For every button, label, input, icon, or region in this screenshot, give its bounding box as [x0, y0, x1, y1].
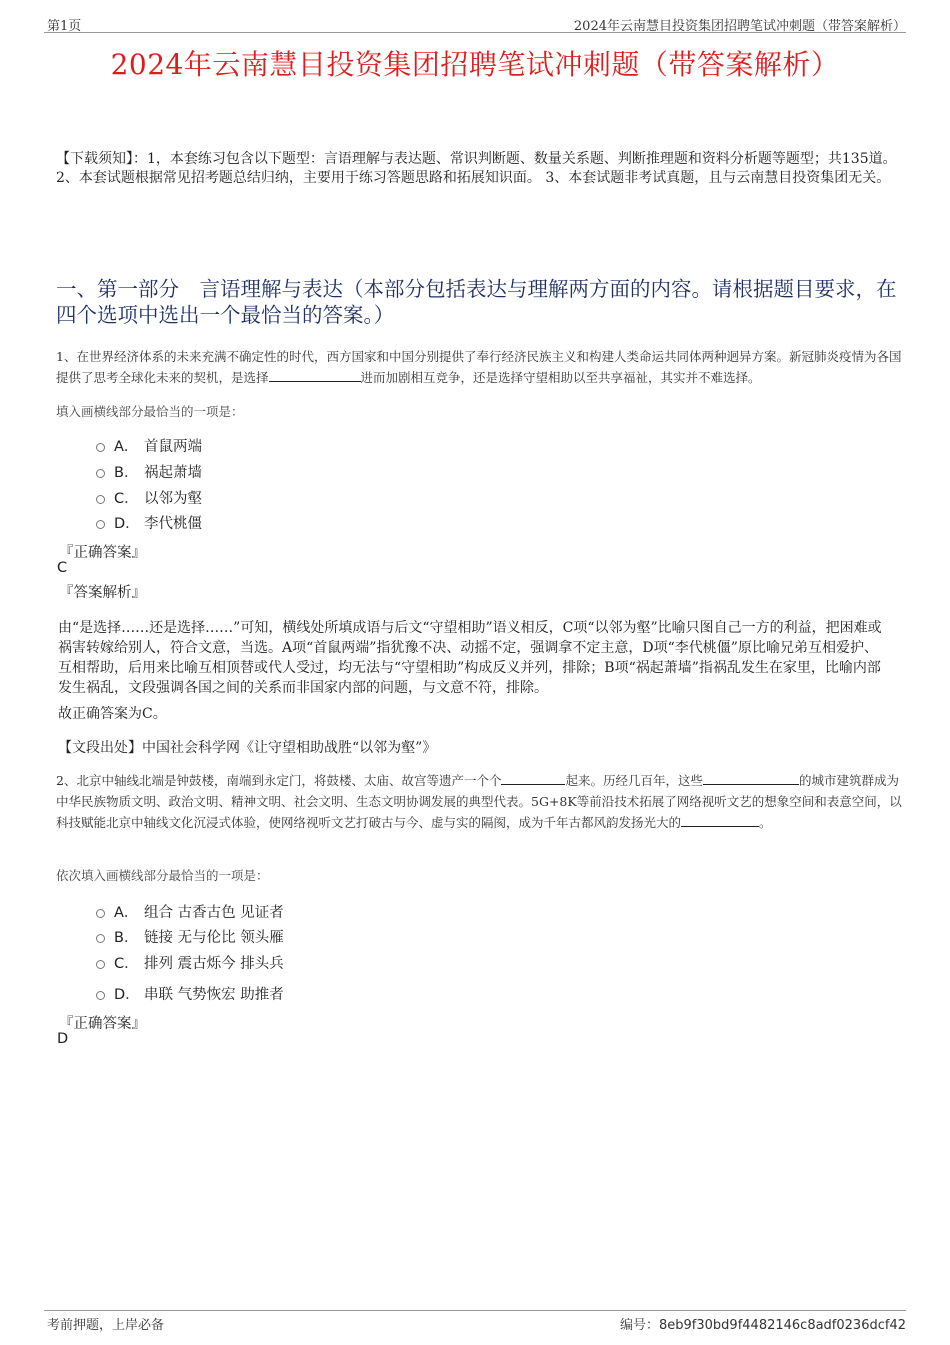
option-letter: A． — [114, 904, 139, 921]
question-2-stem-part-3: 的城市建筑群成为中华民族物质文明、政治文明、精神文明、社会文明、生态文明协调发展的典型代表。5G+8K等前沿技术拓展了网络视听文艺的想象空间和表意空间，以科技赋能北京中轴线文化沉浸式体验，使网络视听文艺打破古与今、虚与实的隔阂，成为千年古都风韵发扬光大的 — [56, 773, 902, 830]
document-code-label: 编号： — [620, 1318, 660, 1333]
radio-icon[interactable] — [96, 991, 105, 1000]
question-2-option-c[interactable] — [96, 952, 284, 972]
option-letter: C． — [114, 490, 139, 507]
option-letter: A． — [114, 438, 139, 455]
answer-blank — [703, 772, 799, 785]
page-number: 第1页 — [47, 19, 82, 34]
document-title: 2024年云南慧目投资集团招聘笔试冲刺题（带答案解析） — [110, 48, 840, 81]
question-1-option-b[interactable] — [96, 461, 202, 481]
radio-icon[interactable] — [96, 495, 105, 504]
option-text: 链接 无与伦比 领头雁 — [144, 929, 284, 946]
question-2-option-a[interactable] — [96, 901, 284, 921]
question-2-option-d[interactable] — [96, 983, 284, 1003]
option-text: 组合 古香古色 见证者 — [144, 904, 284, 921]
option-text: 排列 震古烁今 排头兵 — [144, 955, 284, 972]
footer-divider — [44, 1310, 906, 1311]
radio-icon[interactable] — [96, 443, 105, 452]
question-1-stem — [56, 346, 904, 388]
answer-blank — [681, 814, 759, 827]
radio-icon[interactable] — [96, 520, 105, 529]
question-1-answer: C — [57, 560, 68, 576]
option-letter: B． — [114, 929, 139, 946]
answer-blank — [269, 369, 361, 382]
question-2-answer: D — [57, 1031, 69, 1047]
option-text: 以邻为壑 — [144, 490, 202, 507]
question-1-stem-after: 进而加剧相互竞争，还是选择守望相助以至共享福祉，其实并不难选择。 — [360, 370, 761, 385]
question-1-option-a[interactable] — [96, 435, 202, 455]
question-1-answer-label: 『正确答案』 — [59, 545, 146, 561]
question-1-source: 【文段出处】中国社会科学网《让守望相助战胜“以邻为壑”》 — [58, 740, 437, 756]
question-1-analysis-label: 『答案解析』 — [59, 585, 146, 601]
question-1-analysis: 由“是选择……还是选择……”可知，横线处所填成语与后文“守望相助”语义相反，C项“以邻为壑”比喻只图自己一方的利益，把困难或祸害转嫁给别人，符合文意，当选。A项“首鼠两端”指犹豫不决、动摇不定，强调拿不定主意，D项“李代桃僵”原比喻兄弟互相爱护、互相帮助，后用来比喻互相顶替或代人受过，均无法与“守望相助”构成反义并列，排除；B项“祸起萧墙”指祸乱发生在家里，比喻内部发生祸乱，文段强调各国之间的关系而非国家内部的问题，与文意不符，排除。 — [58, 620, 882, 696]
option-letter: C． — [114, 955, 139, 972]
option-letter: D． — [114, 986, 140, 1003]
section-heading: 一、第一部分 言语理解与表达（本部分包括表达与理解两方面的内容。请根据题目要求，在四个选项中选出一个最恰当的答案。） — [56, 277, 897, 327]
document-code — [620, 1314, 906, 1333]
question-2-option-b[interactable] — [96, 926, 284, 946]
question-1-conclusion: 故正确答案为C。 — [58, 706, 167, 722]
option-text: 李代桃僵 — [144, 515, 202, 532]
question-2-stem-part-2: 起来。历经几百年，这些 — [565, 773, 703, 788]
option-letter: D． — [114, 515, 140, 532]
download-notice: 【下载须知】：1，本套练习包含以下题型：言语理解与表达题、常识判断题、数量关系题、判断推理题和资料分析题等题型；共135道。 2、本套试题根据常见招考题总结归纳，主要用于练习答题思路和拓展知识面。 3、本套试题非考试真题，且与云南慧目投资集团无关。 — [56, 151, 897, 186]
option-text: 首鼠两端 — [144, 438, 202, 455]
question-1-prompt: 填入画横线部分最恰当的一项是： — [56, 404, 244, 419]
question-2-stem — [56, 770, 904, 833]
question-2-stem-part-4: 。 — [759, 815, 772, 830]
option-letter: B． — [114, 464, 139, 481]
question-1-option-d[interactable] — [96, 512, 202, 532]
answer-blank — [501, 772, 565, 785]
radio-icon[interactable] — [96, 469, 105, 478]
question-1-option-c[interactable] — [96, 487, 202, 507]
radio-icon[interactable] — [96, 934, 105, 943]
question-1-stem-before: 1、在世界经济体系的未来充满不确定性的时代，西方国家和中国分别提供了奉行经济民族主义和构建人类命运共同体两种迥异方案。新冠肺炎疫情为各国提供了思考全球化未来的契机，是选择 — [56, 349, 902, 385]
option-text: 串联 气势恢宏 助推者 — [144, 986, 284, 1003]
document-code-value: 8eb9f30bd9f4482146c8adf0236dcf42 — [659, 1318, 906, 1333]
footer-slogan: 考前押题，上岸必备 — [47, 1318, 165, 1333]
radio-icon[interactable] — [96, 960, 105, 969]
question-2-answer-label: 『正确答案』 — [59, 1016, 146, 1032]
question-2-stem-part-1: 2、北京中轴线北端是钟鼓楼，南端到永定门，将鼓楼、太庙、故宫等遗产一个个 — [56, 773, 502, 788]
header-divider — [44, 32, 906, 33]
question-2-prompt: 依次填入画横线部分最恰当的一项是： — [56, 868, 269, 883]
running-header-title: 2024年云南慧目投资集团招聘笔试冲刺题（带答案解析） — [573, 19, 906, 34]
radio-icon[interactable] — [96, 909, 105, 918]
option-text: 祸起萧墙 — [144, 464, 202, 481]
